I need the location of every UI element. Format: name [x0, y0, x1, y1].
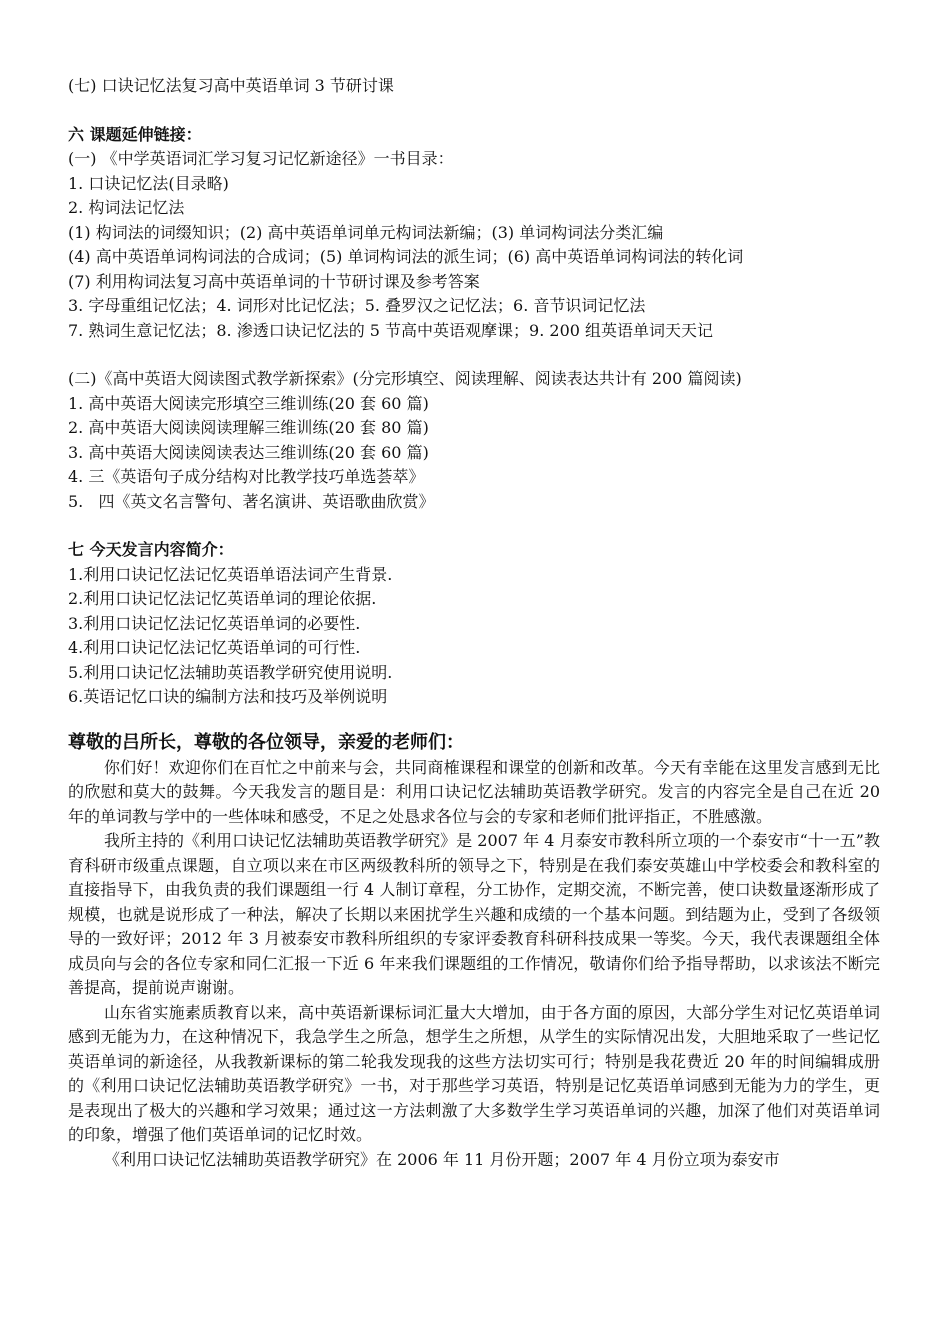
section-7-heading: 七 今天发言内容简介： — [68, 540, 234, 559]
speech-paragraph: 山东省实施素质教育以来，高中英语新课标词汇量大大增加，由于各方面的原因，大部分学生对记忆英语单词感到无能为力，在这种情况下，我急学生之所急，想学生之所想，从学生的实际情况出发，大胆地采取了一些记忆英语单词的新途径，从我教新课标的第二轮我发现我的这些方法切实可行；特别是我花费近 20 年的时间编辑成册的《利用口诀记忆法辅助英语教学研究》一书，对于那些学习英语，特别是记忆英语单词感到无能为力的学生，更是表现出了极大的兴趣和学习效果；通过这一方法刺激了大多数学生学习英语单词的兴趣，加深了他们对英语单词的印象，增强了他们英语单词的记忆时效。 — [68, 1002, 880, 1144]
section-6-sub1-title: (一) 《中学英语词汇学习复习记忆新途径》一书目录： — [68, 149, 454, 168]
spacer — [68, 99, 880, 123]
list-item: 2. 构词法记忆法 — [68, 198, 185, 217]
list-item: 4. 三《英语句子成分结构对比教学技巧单选荟萃》 — [68, 467, 425, 486]
list-item: 5.利用口诀记忆法辅助英语教学研究使用说明. — [68, 662, 393, 682]
list-item: 2. 高中英语大阅读阅读理解三维训练(20 套 80 篇) — [68, 418, 429, 437]
list-item: 6.英语记忆口诀的编制方法和技巧及举例说明 — [68, 687, 388, 706]
speech-paragraph: 我所主持的《利用口诀记忆法辅助英语教学研究》是 2007 年 4 月泰安市教科所立项的一个泰安市“十一五”教育科研市级重点课题，自立项以来在市区两级教科所的领导之下，特别是在我们泰安英雄山中学校委会和教科室的直接指导下，由我负责的我们课题组一行 4 人制订章程，分工协作，定期交流，不断完善，使口诀数量逐渐形成了规模，也就是说形成了一种法，解决了长期以来困扰学生兴趣和成绩的一个基本问题。到结题为止，受到了各级领导的一致好评；2012 年 3 月被泰安市教科所组织的专家评委教育科研科技成果一等奖。今天，我代表课题组全体成员向与会的各位专家和同仁汇报一下近 6 年来我们课题组的工作情况，敬请你们给予指导帮助，以求该法不断完善提高，提前说声谢谢。 — [68, 831, 880, 997]
speech-paragraph: 你们好！欢迎你们在百忙之中前来与会，共同商榷课程和课堂的创新和改革。今天有幸能在这里发言感到无比的欣慰和莫大的鼓舞。今天我发言的题目是：利用口诀记忆法辅助英语教学研究。发言的内容完全是自己在近 20 年的单词教与学中的一些体味和感受，不足之处恳求各位与会的专家和老师们批评指正，不胜感激。 — [68, 757, 880, 826]
list-item: 5. 四《英文名言警句、著名演讲、英语歌曲欣赏》 — [68, 491, 435, 511]
list-item: 1.利用口诀记忆法记忆英语单语法词产生背景. — [68, 564, 393, 584]
list-item: 1. 口诀记忆法(目录略) — [68, 173, 229, 193]
list-item: (4) 高中英语单词构词法的合成词；(5) 单词构词法的派生词；(6) 高中英语单词构词法的转化词 — [68, 247, 744, 266]
spacer — [68, 514, 880, 538]
list-item: 2.利用口诀记忆法记忆英语单词的理论依据. — [68, 589, 377, 608]
top-line: (七) 口诀记忆法复习高中英语单词 3 节研讨课 — [68, 76, 394, 95]
list-item: (7) 利用构词法复习高中英语单词的十节研讨课及参考答案 — [68, 271, 480, 291]
list-item: 3.利用口诀记忆法记忆英语单词的必要性. — [68, 613, 361, 633]
list-item: 3. 字母重组记忆法；4. 词形对比记忆法；5. 叠罗汉之记忆法；6. 音节识词记忆法 — [68, 296, 646, 315]
speech-salutation: 尊敬的吕所长，尊敬的各位领导，亲爱的老师们： — [68, 731, 464, 753]
list-item: 3. 高中英语大阅读阅读表达三维训练(20 套 60 篇) — [68, 442, 429, 462]
section-6-heading: 六 课题延伸链接： — [68, 124, 202, 144]
list-item: 7. 熟词生意记忆法；8. 渗透口诀记忆法的 5 节高中英语观摩课；9. 200 组英语单词天天记 — [68, 320, 714, 340]
list-item: 1. 高中英语大阅读完形填空三维训练(20 套 60 篇) — [68, 393, 429, 413]
speech-paragraph: 《利用口诀记忆法辅助英语教学研究》在 2006 年 11 月份开题；2007 年 4 月份立项为泰安市 — [104, 1149, 780, 1169]
spacer — [68, 343, 880, 367]
section-6-sub2-title: (二)《高中英语大阅读图式教学新探索》(分完形填空、阅读理解、阅读表达共计有 200 篇阅读) — [68, 369, 742, 388]
list-item: 4.利用口诀记忆法记忆英语单词的可行性. — [68, 638, 361, 657]
list-item: (1) 构词法的词缀知识；(2) 高中英语单词单元构词法新编；(3) 单词构词法分类汇编 — [68, 222, 664, 242]
